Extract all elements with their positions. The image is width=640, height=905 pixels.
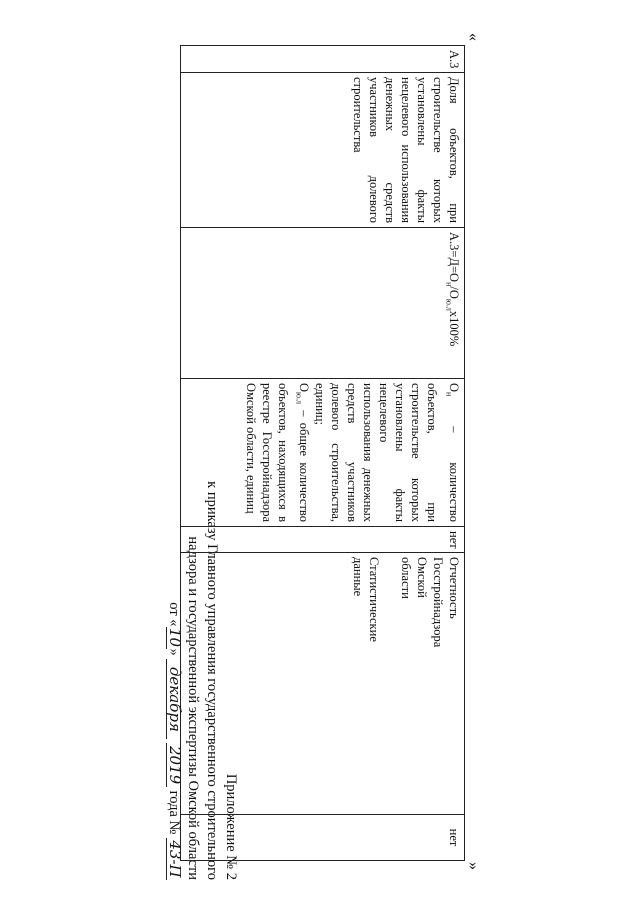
date-mid: » bbox=[166, 648, 182, 660]
date-year-suffix: года № bbox=[166, 787, 182, 835]
order-day: 10 bbox=[166, 628, 184, 648]
data-source bbox=[181, 553, 465, 815]
order-line-2: к приказу Главного управления государственного строительного bbox=[204, 481, 220, 880]
open-quote: « bbox=[465, 33, 482, 41]
order-line-3: надзора и государственной экспертизы Омской области bbox=[185, 536, 201, 880]
date-prefix: от « bbox=[166, 602, 182, 627]
order-number: 43-П bbox=[166, 838, 182, 880]
source-statistics: Статистические данные bbox=[351, 557, 381, 642]
indicator-name: Доля объектов, при строительстве которых установлены факты нецелевого использования денежных средств участников долевого строительства bbox=[181, 73, 465, 228]
column-no-2: нет bbox=[181, 815, 465, 861]
column-no-1: нет bbox=[181, 527, 465, 553]
source-reporting: Отчетность Госстройнадзора Омской области bbox=[399, 557, 461, 648]
indicator-formula: $А.3=Д=О_н/О_{ю.л}х100\%$ bbox=[181, 228, 465, 379]
appendix-title: Приложение № 2 bbox=[223, 773, 239, 880]
indicator-code: А.3 bbox=[181, 46, 465, 73]
formula-explanation: $О_н$ – количество объектов, при строительстве которых установлены факты нецелевого использования денежных средств участников долевого строительства, единиц; $О_{ю.л}$ – общее количество объектов, находящихся в реестре Госстройнадзора Омской области, единиц bbox=[181, 379, 465, 527]
close-quote: » bbox=[465, 862, 482, 870]
order-month: декабря bbox=[166, 659, 182, 739]
indicator-table bbox=[180, 45, 465, 861]
table-row bbox=[181, 46, 465, 861]
order-year: 2019 bbox=[166, 743, 182, 787]
